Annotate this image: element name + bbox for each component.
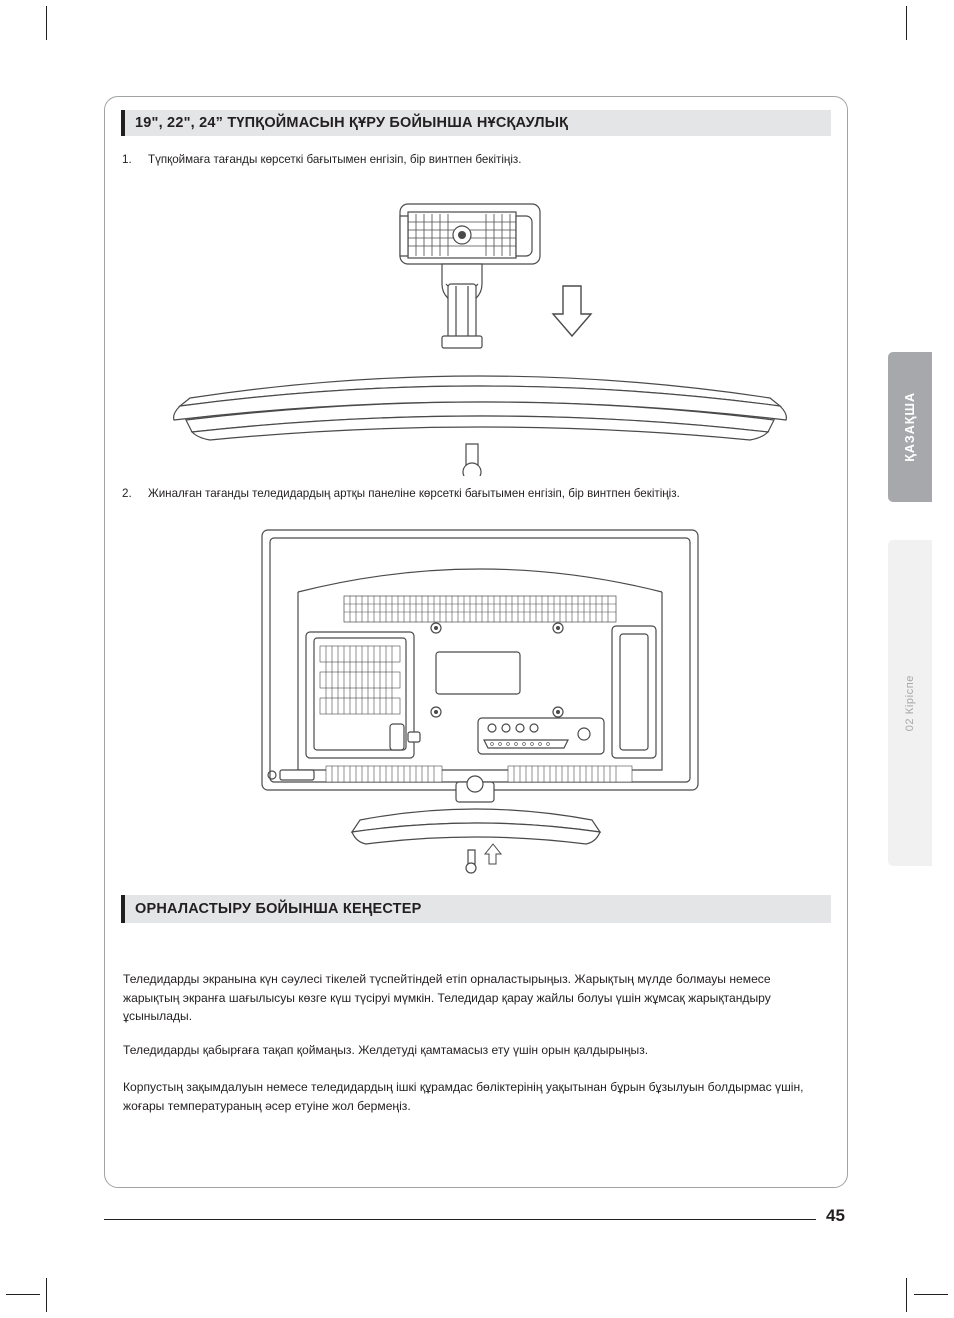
step-number-2: 2. bbox=[122, 487, 132, 500]
step-item-1 bbox=[122, 152, 822, 169]
crop-mark-right-middle bbox=[914, 1294, 948, 1295]
paragraph-sunlight-placement: Теледидарды экранына күн сәулесі тікелей түспейтіндей етіп орналастырыңыз. Жарықтың мүлде болмауы немесе жарықтың экранға шағылысуы көзге күш түсіруі мүмкін. Теледидар қарау жайлы болуы үшін жұмсақ жарықтандыру ұсынылады. bbox=[123, 972, 771, 1024]
section-title-stand-setup: 19", 22", 24” ТҮПҚОЙМАСЫН ҚҰРУ БОЙЫНША НҰСҚАУЛЫҚ bbox=[135, 115, 569, 131]
language-tab-label: ҚАЗАҚША bbox=[903, 392, 917, 462]
crop-mark-bottom-right bbox=[906, 1278, 907, 1312]
chapter-tab-label: 02 Кіріспе bbox=[904, 674, 916, 732]
crop-mark-top-right bbox=[906, 6, 907, 40]
paragraph-temperature-warning: Корпустың зақымдалуын немесе теледидардың ішкі құрамдас бөліктерінің уақытынан бұрын бұзылуын болдырмас үшін, жоғары температураның әсер етуіне жол бермеңіз. bbox=[123, 1080, 804, 1113]
section-title-placement-tips: ОРНАЛАСТЫРУ БОЙЫНША КЕҢЕСТЕР bbox=[135, 901, 422, 917]
paragraph-wall-clearance: Теледидарды қабырғаға тақап қоймаңыз. Желдетуді қамтамасыз ету үшін орын қалдырыңыз. bbox=[123, 1043, 649, 1057]
section-header-stand-setup bbox=[121, 110, 831, 136]
footer-divider bbox=[104, 1219, 816, 1220]
step-text-2: Жиналған тағанды теледидардың артқы панеліне көрсеткі бағытымен енгізіп, бір винтпен бекітіңіз. bbox=[148, 487, 680, 500]
crop-mark-top-left bbox=[46, 6, 47, 40]
crop-mark-left-middle bbox=[6, 1294, 40, 1295]
stand-base-assembly-diagram bbox=[150, 186, 810, 476]
step-number-1: 1. bbox=[122, 153, 132, 166]
section-header-placement-tips bbox=[121, 895, 831, 923]
step-item-2 bbox=[122, 486, 822, 503]
page-number: 45 bbox=[826, 1206, 845, 1225]
chapter-tab bbox=[888, 540, 932, 866]
language-tab bbox=[888, 352, 932, 502]
step-text-1: Түпқоймаға тағанды көрсеткі бағытымен енгізіп, бір винтпен бекітіңіз. bbox=[148, 153, 522, 166]
tv-rear-panel-stand-mount-diagram bbox=[240, 520, 720, 880]
crop-mark-bottom-left bbox=[46, 1278, 47, 1312]
